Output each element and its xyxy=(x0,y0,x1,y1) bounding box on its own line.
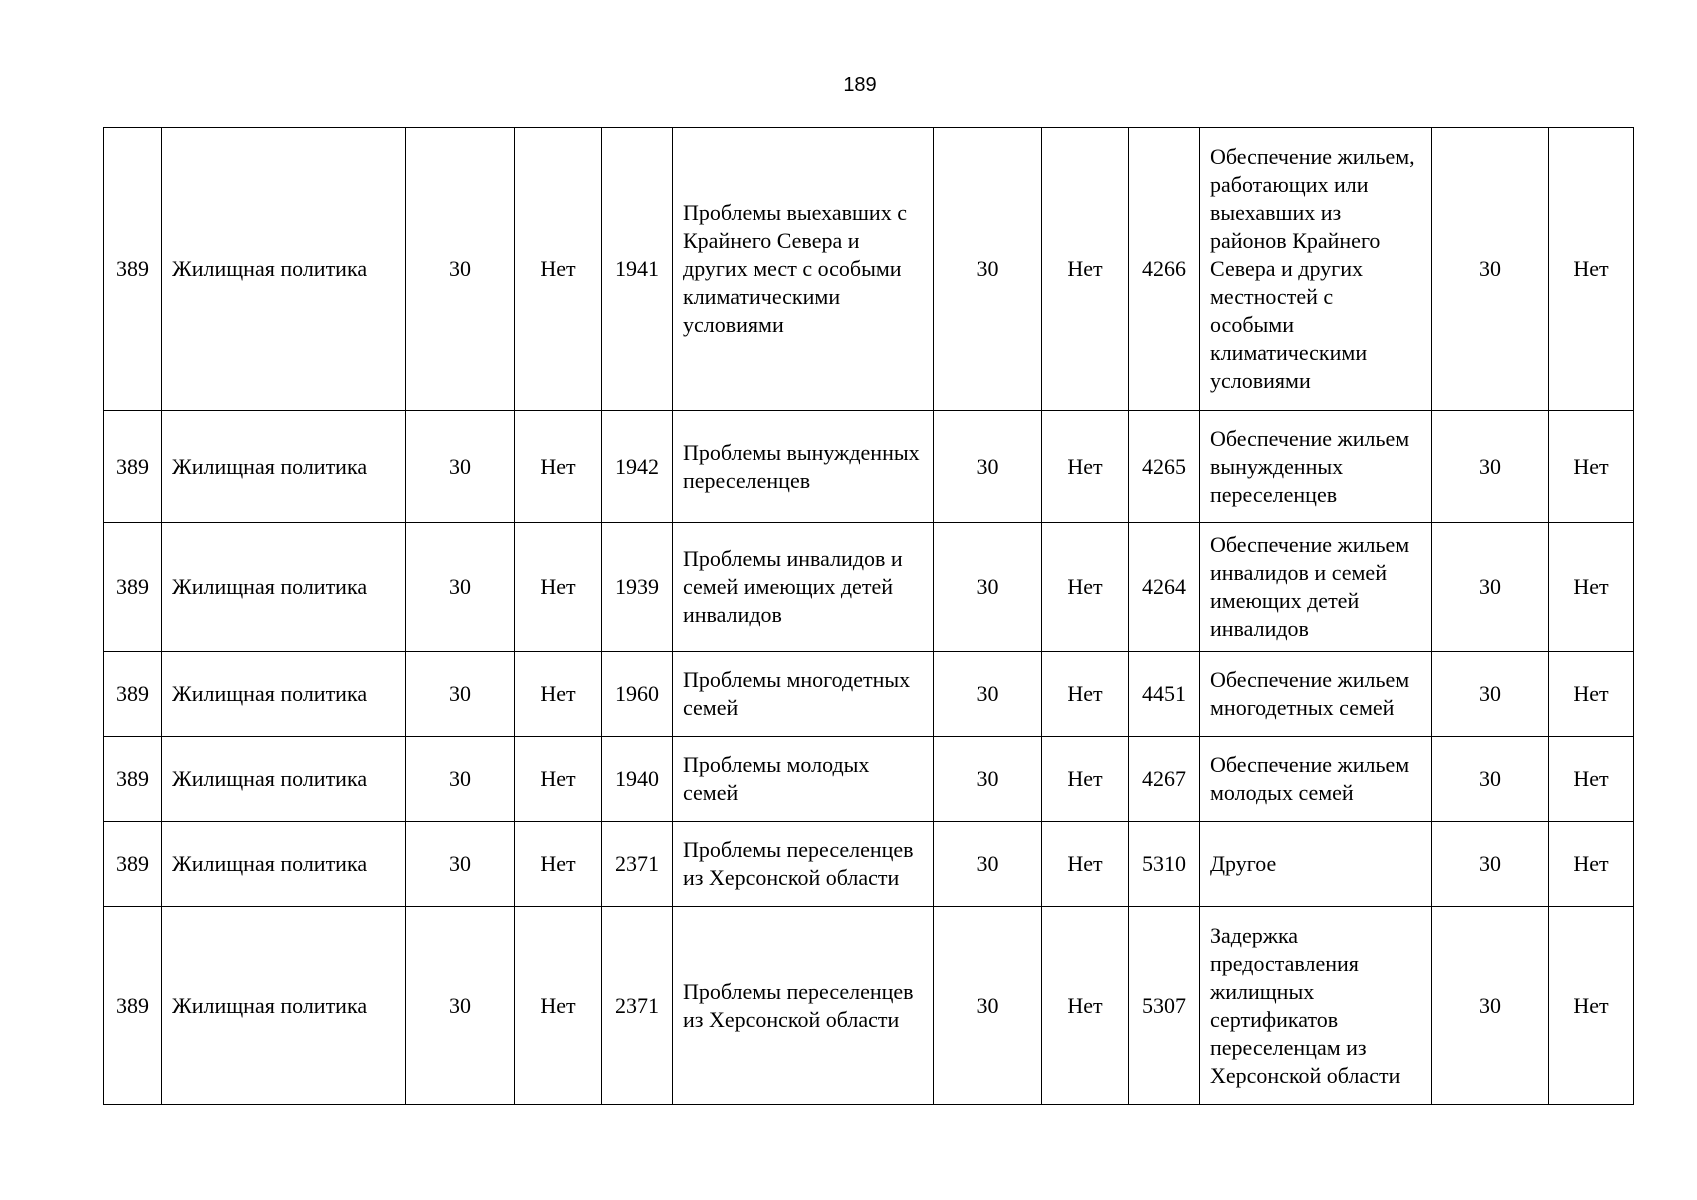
table-row xyxy=(104,652,1634,737)
flag-cell: Нет xyxy=(1042,822,1129,907)
subtopic-cell: Другое xyxy=(1200,822,1432,907)
flag-cell: Нет xyxy=(1549,822,1634,907)
topic-code-cell: 1940 xyxy=(602,737,673,822)
section-code-cell: 389 xyxy=(104,652,162,737)
flag-cell: Нет xyxy=(515,523,602,652)
category-cell: Жилищная политика xyxy=(162,737,406,822)
flag-cell: Нет xyxy=(1042,411,1129,523)
days-cell: 30 xyxy=(1432,523,1549,652)
days-cell: 30 xyxy=(1432,411,1549,523)
table-row xyxy=(104,907,1634,1105)
page-number: 189 xyxy=(843,74,877,96)
section-code-cell: 389 xyxy=(104,523,162,652)
topic-code-cell: 2371 xyxy=(602,822,673,907)
category-cell: Жилищная политика xyxy=(162,128,406,411)
flag-cell: Нет xyxy=(1549,737,1634,822)
section-code-cell: 389 xyxy=(104,907,162,1105)
subtopic-cell: Задержка предоставления жилищных сертификатов переселенцам из Херсонской области xyxy=(1200,907,1432,1105)
days-cell: 30 xyxy=(406,411,515,523)
days-cell: 30 xyxy=(406,128,515,411)
topic-cell: Проблемы переселенцев из Херсонской области xyxy=(673,822,934,907)
topic-code-cell: 2371 xyxy=(602,907,673,1105)
topic-cell: Проблемы переселенцев из Херсонской области xyxy=(673,907,934,1105)
table-row xyxy=(104,737,1634,822)
flag-cell: Нет xyxy=(1549,411,1634,523)
category-cell: Жилищная политика xyxy=(162,652,406,737)
topic-cell: Проблемы вынужденных переселенцев xyxy=(673,411,934,523)
days-cell: 30 xyxy=(1432,128,1549,411)
subtopic-code-cell: 4451 xyxy=(1129,652,1200,737)
category-cell: Жилищная политика xyxy=(162,822,406,907)
subtopic-cell: Обеспечение жильем молодых семей xyxy=(1200,737,1432,822)
days-cell: 30 xyxy=(1432,907,1549,1105)
days-cell: 30 xyxy=(934,128,1042,411)
subtopic-code-cell: 4267 xyxy=(1129,737,1200,822)
subtopic-cell: Обеспечение жильем многодетных семей xyxy=(1200,652,1432,737)
flag-cell: Нет xyxy=(1549,907,1634,1105)
days-cell: 30 xyxy=(406,652,515,737)
days-cell: 30 xyxy=(934,411,1042,523)
days-cell: 30 xyxy=(934,737,1042,822)
days-cell: 30 xyxy=(1432,737,1549,822)
days-cell: 30 xyxy=(934,523,1042,652)
category-cell: Жилищная политика xyxy=(162,523,406,652)
flag-cell: Нет xyxy=(1549,523,1634,652)
subtopic-code-cell: 4264 xyxy=(1129,523,1200,652)
subtopic-code-cell: 4266 xyxy=(1129,128,1200,411)
subtopic-code-cell: 5307 xyxy=(1129,907,1200,1105)
flag-cell: Нет xyxy=(515,907,602,1105)
subtopic-cell: Обеспечение жильем вынужденных переселенцев xyxy=(1200,411,1432,523)
topic-code-cell: 1960 xyxy=(602,652,673,737)
days-cell: 30 xyxy=(1432,822,1549,907)
table-row xyxy=(104,128,1634,411)
flag-cell: Нет xyxy=(1042,128,1129,411)
subtopic-code-cell: 5310 xyxy=(1129,822,1200,907)
category-cell: Жилищная политика xyxy=(162,907,406,1105)
days-cell: 30 xyxy=(934,822,1042,907)
flag-cell: Нет xyxy=(1549,128,1634,411)
days-cell: 30 xyxy=(934,652,1042,737)
category-cell: Жилищная политика xyxy=(162,411,406,523)
days-cell: 30 xyxy=(406,907,515,1105)
topic-cell: Проблемы инвалидов и семей имеющих детей инвалидов xyxy=(673,523,934,652)
flag-cell: Нет xyxy=(515,737,602,822)
section-code-cell: 389 xyxy=(104,822,162,907)
flag-cell: Нет xyxy=(1042,907,1129,1105)
days-cell: 30 xyxy=(406,822,515,907)
subtopic-code-cell: 4265 xyxy=(1129,411,1200,523)
flag-cell: Нет xyxy=(515,822,602,907)
subtopic-cell: Обеспечение жильем, работающих или выехавших из районов Крайнего Севера и других местностей с особыми климатическими условиями xyxy=(1200,128,1432,411)
table-row xyxy=(104,523,1634,652)
flag-cell: Нет xyxy=(1042,523,1129,652)
topic-code-cell: 1942 xyxy=(602,411,673,523)
days-cell: 30 xyxy=(406,523,515,652)
days-cell: 30 xyxy=(934,907,1042,1105)
flag-cell: Нет xyxy=(515,411,602,523)
topic-cell: Проблемы многодетных семей xyxy=(673,652,934,737)
topic-cell: Проблемы выехавших с Крайнего Севера и других мест с особыми климатическими условиями xyxy=(673,128,934,411)
topic-code-cell: 1941 xyxy=(602,128,673,411)
flag-cell: Нет xyxy=(1549,652,1634,737)
flag-cell: Нет xyxy=(1042,652,1129,737)
flag-cell: Нет xyxy=(515,128,602,411)
topic-cell: Проблемы молодых семей xyxy=(673,737,934,822)
days-cell: 30 xyxy=(406,737,515,822)
days-cell: 30 xyxy=(1432,652,1549,737)
subtopic-cell: Обеспечение жильем инвалидов и семей имеющих детей инвалидов xyxy=(1200,523,1432,652)
section-code-cell: 389 xyxy=(104,737,162,822)
flag-cell: Нет xyxy=(1042,737,1129,822)
flag-cell: Нет xyxy=(515,652,602,737)
table-row xyxy=(104,822,1634,907)
section-code-cell: 389 xyxy=(104,128,162,411)
table-row xyxy=(104,411,1634,523)
classification-table xyxy=(103,127,1634,1105)
section-code-cell: 389 xyxy=(104,411,162,523)
topic-code-cell: 1939 xyxy=(602,523,673,652)
